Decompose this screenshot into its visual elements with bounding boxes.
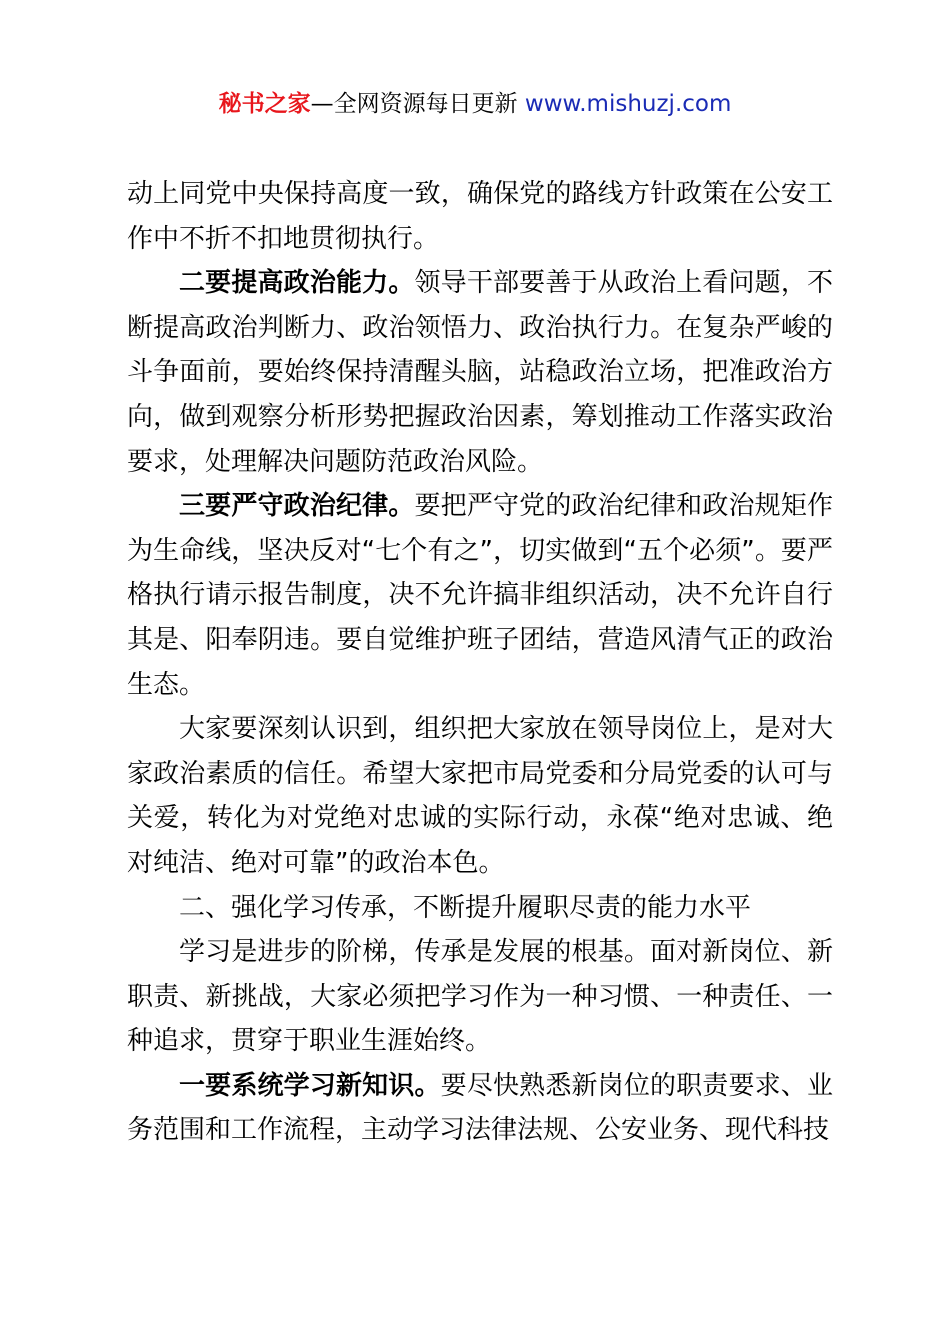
paragraph-6 (127, 930, 833, 1064)
paragraph-text: 领导干部要善于从政治上看问题，不断提高政治判断力、政治领悟力、政治执行力。在复杂严峻的斗争面前，要始终保持清醒头脑，站稳政治立场，把准政治方向，做到观察分析形势把握政治因素，筹划推动工作落实政治要求，处理解决问题防范政治风险。 (127, 268, 833, 477)
paragraph-text: 二、强化学习传承，不断提升履职尽责的能力水平 (179, 892, 752, 923)
paragraph-2 (127, 261, 833, 484)
paragraph-4 (127, 707, 833, 885)
header-tagline: —全网资源每日更新 (310, 91, 525, 117)
paragraph-text: 要尽快熟悉新岗位的职责要求、业务范围和工作流程，主动学习法律法规、公安业务、现代科技 (127, 1070, 833, 1146)
paragraph-3 (127, 484, 833, 707)
document-body (127, 172, 833, 1153)
header-url[interactable]: www.mishuzj.com (524, 91, 732, 117)
section-heading (127, 886, 833, 931)
paragraph-lead: 二要提高政治能力。 (179, 268, 415, 299)
paragraph-text: 动上同党中央保持高度一致，确保党的路线方针政策在公安工作中不折不扣地贯彻执行。 (127, 179, 833, 254)
paragraph-text: 大家要深刻认识到，组织把大家放在领导岗位上，是对大家政治素质的信任。希望大家把市局党委和分局党委的认可与关爱，转化为对党绝对忠诚的实际行动，永葆“绝对忠诚、绝对纯洁、绝对可靠”的政治本色。 (127, 714, 833, 878)
paragraph-text: 要把严守党的政治纪律和政治规矩作为生命线，坚决反对“七个有之”，切实做到“五个必须”。要严格执行请示报告制度，决不允许搞非组织活动，决不允许自行其是、阳奉阴违。要自觉维护班子团结，营造风清气正的政治生态。 (127, 491, 833, 700)
page-header (0, 86, 950, 122)
paragraph-lead: 一要系统学习新知识。 (179, 1070, 441, 1101)
paragraph-7 (127, 1064, 833, 1153)
paragraph-text: 学习是进步的阶梯，传承是发展的根基。面对新岗位、新职责、新挑战，大家必须把学习作为一种习惯、一种责任、一种追求，贯穿于职业生涯始终。 (127, 937, 833, 1057)
header-brand: 秘书之家 (218, 91, 311, 117)
paragraph-1 (127, 172, 833, 261)
paragraph-lead: 三要严守政治纪律。 (179, 491, 415, 522)
